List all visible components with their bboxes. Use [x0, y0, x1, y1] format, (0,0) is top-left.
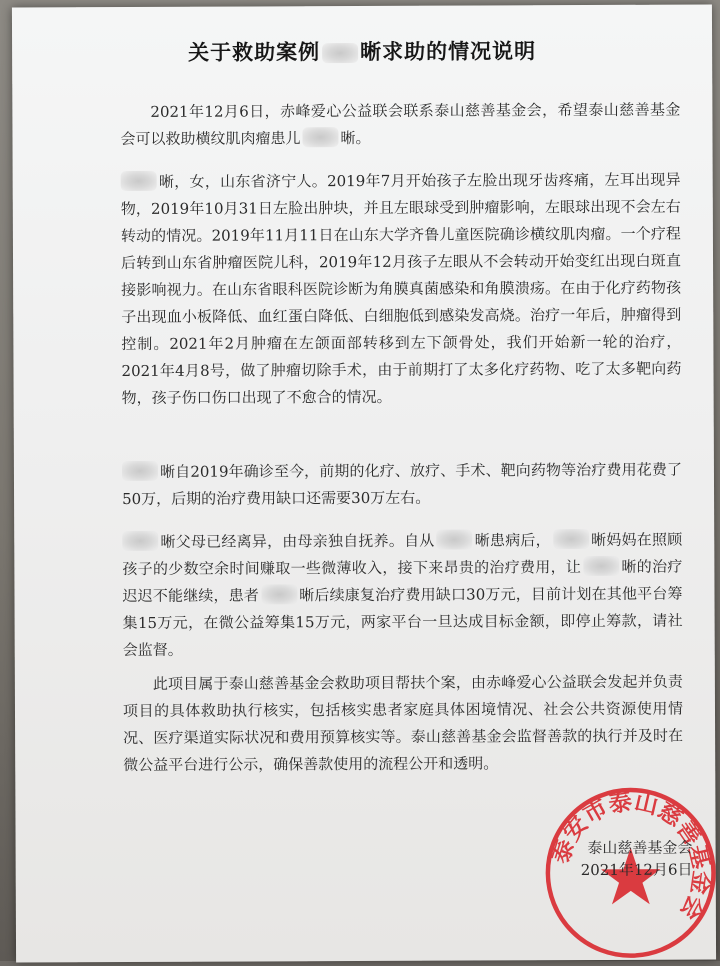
redaction-blur — [122, 461, 158, 481]
redaction-blur — [122, 531, 158, 551]
family-text-e: 晰后续康复治疗费用缺口30万元，目前计划在其他平台筹集15万元，在微公益筹集15万元，两家平台一旦达成目标金额，即停止筹款，请社会监督。 — [122, 584, 683, 660]
intro-text: 2021年12月6日，赤峰爱心公益联会联系泰山慈善基金会，希望泰山慈善基金会可以救助横纹肌肉瘤患儿 — [120, 100, 681, 149]
paragraph-costs — [122, 457, 682, 513]
costs-text: 晰自2019年确诊至今，前期的化疗、放疗、手术、靶向药物等治疗费用花费了50万，后期的治疗费用缺口还需要30万左右。 — [122, 460, 682, 509]
paragraph-medical-history — [121, 167, 682, 412]
medical-history-text: 晰，女，山东省济宁人。2019年7月开始孩子左脸出现牙齿疼痛，左耳出现异物，2019年10月31日左脸出肿块，并且左眼球受到肿瘤影响，左眼球出现不会左右转动的情况。2019年11月11日在山东大学齐鲁儿童医院确诊横纹肌肉瘤。一个疗程后转到山东省肿瘤医院儿科，2019年12月孩子左眼从不会转动开始变红出现白斑直接影响视力。在山东省眼科医院诊断为角膜真菌感染和角膜溃疡。在由于化疗药物孩子出现血小板降低、血红蛋白降低、白细胞低到感染发高烧。治疗一年后，肿瘤得到控制。2021年2月肿瘤在左颌面部转移到左下颌骨处，我们开始新一轮的治疗，2021年4月8号，做了肿瘤切除手术，由于前期打了太多化疗药物、吃了太多靶向药物，孩子伤口伤口出现了不愈合的情况。 — [120, 170, 682, 408]
title-part-2: 晰求助的情况说明 — [360, 38, 537, 65]
redaction-blur — [322, 43, 358, 63]
signature-organization: 泰山慈善基金会 — [587, 838, 693, 858]
redaction-blur — [436, 530, 472, 550]
paragraph-family-situation — [122, 527, 683, 664]
family-text-d: 晰的治疗迟迟不能继续，患者 — [122, 557, 683, 606]
family-text-a: 晰父母已经离异，由母亲独自抚养。自从 — [160, 531, 435, 551]
signature-block — [581, 837, 693, 881]
title-part-1: 关于救助案例 — [188, 39, 321, 65]
paragraph-project-supervision — [123, 669, 683, 779]
page-title — [12, 34, 712, 67]
family-text-b: 晰患病后， — [474, 531, 551, 550]
redaction-blur — [302, 127, 338, 147]
family-text-c: 晰妈妈在照顾孩子的少数空余时间赚取一些微薄收入，接下来昂贵的治疗费用，让 — [122, 530, 683, 579]
redaction-blur — [261, 584, 297, 604]
signature-date: 2021年12月6日 — [580, 860, 693, 880]
redaction-blur — [121, 171, 157, 191]
paragraph-intro — [120, 97, 680, 153]
seal-text: 泰安市泰山慈善基金会 — [546, 787, 717, 925]
redaction-blur — [553, 529, 589, 549]
intro-text-end: 晰。 — [340, 128, 371, 148]
redaction-blur — [583, 556, 619, 576]
document-page — [12, 4, 716, 962]
project-text: 此项目属于泰山慈善基金会救助项目帮扶个案，由赤峰爱心公益联会发起并负责项目的具体救助执行核实，包括核实患者家庭具体困境情况、社会公共资源使用情况、医疗渠道实际状况和费用预算核实等。泰山慈善基金会监督善款的执行并及时在微公益平台进行公示，确保善款使用的流程公开和透明。 — [122, 672, 684, 775]
